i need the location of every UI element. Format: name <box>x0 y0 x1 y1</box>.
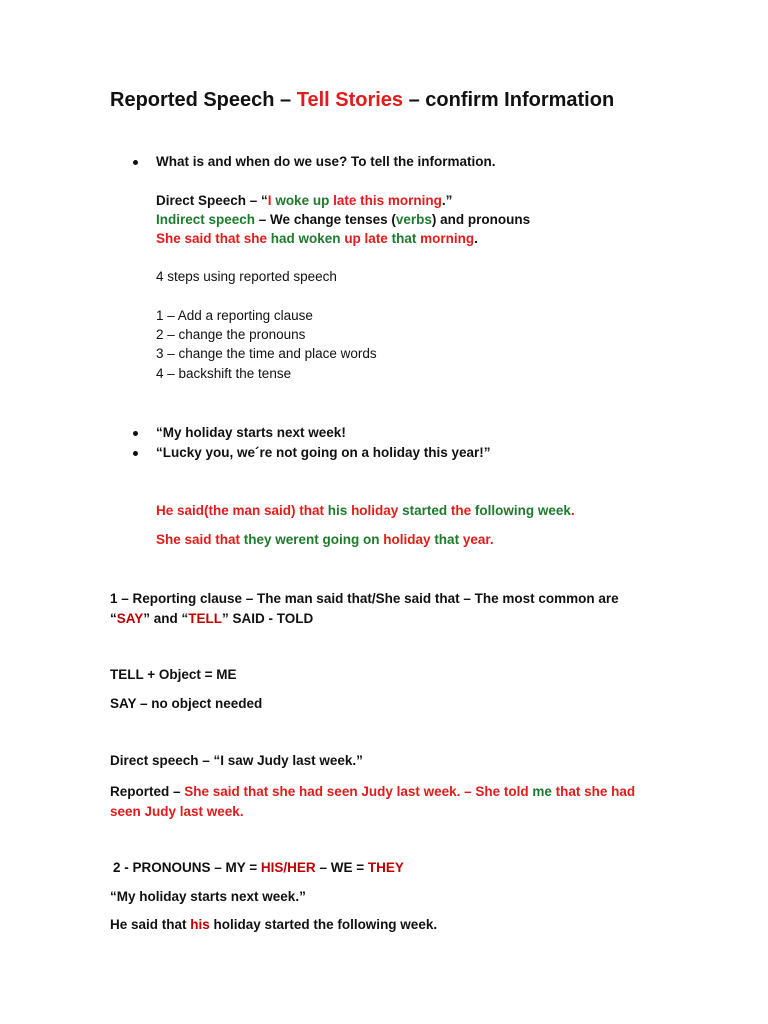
title-highlight: Tell Stories <box>296 89 404 111</box>
section-pronouns <box>113 859 404 877</box>
reported2-w3: holiday <box>379 532 435 547</box>
step-item: 2 – change the pronouns <box>156 327 306 342</box>
reported3-w2: me <box>532 784 552 799</box>
reported2-w1: She said that <box>156 532 244 547</box>
step-item: 4 – backshift the tense <box>156 366 292 381</box>
example-w5: morning <box>416 231 475 246</box>
example-w3: up late <box>340 231 392 246</box>
indirect-text-1: – We change tenses ( <box>255 212 396 227</box>
bullet-marker <box>133 160 138 165</box>
section1-text-2: ” and “ <box>143 611 189 626</box>
section2-hisher: HIS/HER <box>260 860 316 875</box>
direct-speech-example: Direct speech – “I saw Judy last week.” <box>110 753 363 768</box>
final-w3: holiday started the following week. <box>209 917 438 932</box>
quote-item: “Lucky you, we´re not going on a holiday this year!” <box>156 445 491 460</box>
direct-word-late: late this morning <box>333 193 442 208</box>
reported3-w1: She said that she had seen Judy last week. – She told <box>184 784 533 799</box>
title-part-3: – confirm Information <box>403 89 615 111</box>
reported1-w2: his <box>327 503 348 518</box>
bullet-marker <box>133 451 138 456</box>
example-w6: . <box>474 231 478 246</box>
quote-item: “My holiday starts next week! <box>156 425 346 440</box>
step-item: 1 – Add a reporting clause <box>156 308 313 323</box>
section2-they: THEY <box>367 860 404 875</box>
reported1-w7: . <box>570 503 575 518</box>
example-sentence <box>156 230 478 248</box>
section1-text-3: ” SAID - TOLD <box>222 611 314 626</box>
quote-example: “My holiday starts next week.” <box>110 889 306 904</box>
steps-intro: 4 steps using reported speech <box>156 269 337 284</box>
example-w2: had woken <box>270 231 341 246</box>
bullet-question: What is and when do we use? To tell the information. <box>156 154 496 169</box>
reported-example <box>110 782 650 822</box>
section1-say: SAY <box>116 611 144 626</box>
page-title <box>110 86 670 114</box>
reported2-w4: that <box>434 532 460 547</box>
reported3-label: Reported – <box>110 784 185 799</box>
reported1-w3: holiday <box>347 503 403 518</box>
reported-sentence-2 <box>156 531 494 549</box>
reported3-w3: that she had seen Judy last week. <box>110 784 636 819</box>
section2-text-2: – WE = <box>315 860 368 875</box>
reported1-w1: He said(the man said) that <box>156 503 328 518</box>
direct-word-wokeup: woke up <box>271 193 334 208</box>
reported2-w5: year. <box>459 532 494 547</box>
indirect-verbs: verbs <box>395 212 432 227</box>
indirect-label: Indirect speech <box>156 212 256 227</box>
indirect-speech-line <box>156 211 530 229</box>
section1-tell: TELL <box>188 611 223 626</box>
say-rule: SAY – no object needed <box>110 696 263 711</box>
step-item: 3 – change the time and place words <box>156 346 377 361</box>
reported1-w6: following week <box>474 503 571 518</box>
reported2-w2: they werent going on <box>243 532 380 547</box>
section-reporting-clause <box>110 589 650 629</box>
final-w2: his <box>190 917 210 932</box>
example-w1: She said that she <box>156 231 271 246</box>
final-example <box>110 916 437 934</box>
section2-text-1: 2 - PRONOUNS – MY = <box>113 860 261 875</box>
bullet-marker <box>133 431 138 436</box>
final-w1: He said that <box>110 917 191 932</box>
direct-end: .” <box>441 193 453 208</box>
direct-word-i: I <box>267 193 272 208</box>
reported1-w5: the <box>447 503 475 518</box>
section1-text-1: 1 – Reporting clause – The man said that/She said that – The most common are “ <box>110 591 619 626</box>
indirect-text-3: ) and pronouns <box>431 212 531 227</box>
example-w4: that <box>391 231 417 246</box>
tell-rule: TELL + Object = ME <box>110 667 237 682</box>
reported-sentence-1 <box>156 502 575 520</box>
reported1-w4: started <box>402 503 448 518</box>
direct-label: Direct Speech – “ <box>156 193 268 208</box>
title-part-1: Reported Speech – <box>110 89 297 111</box>
direct-speech-line <box>156 192 452 210</box>
